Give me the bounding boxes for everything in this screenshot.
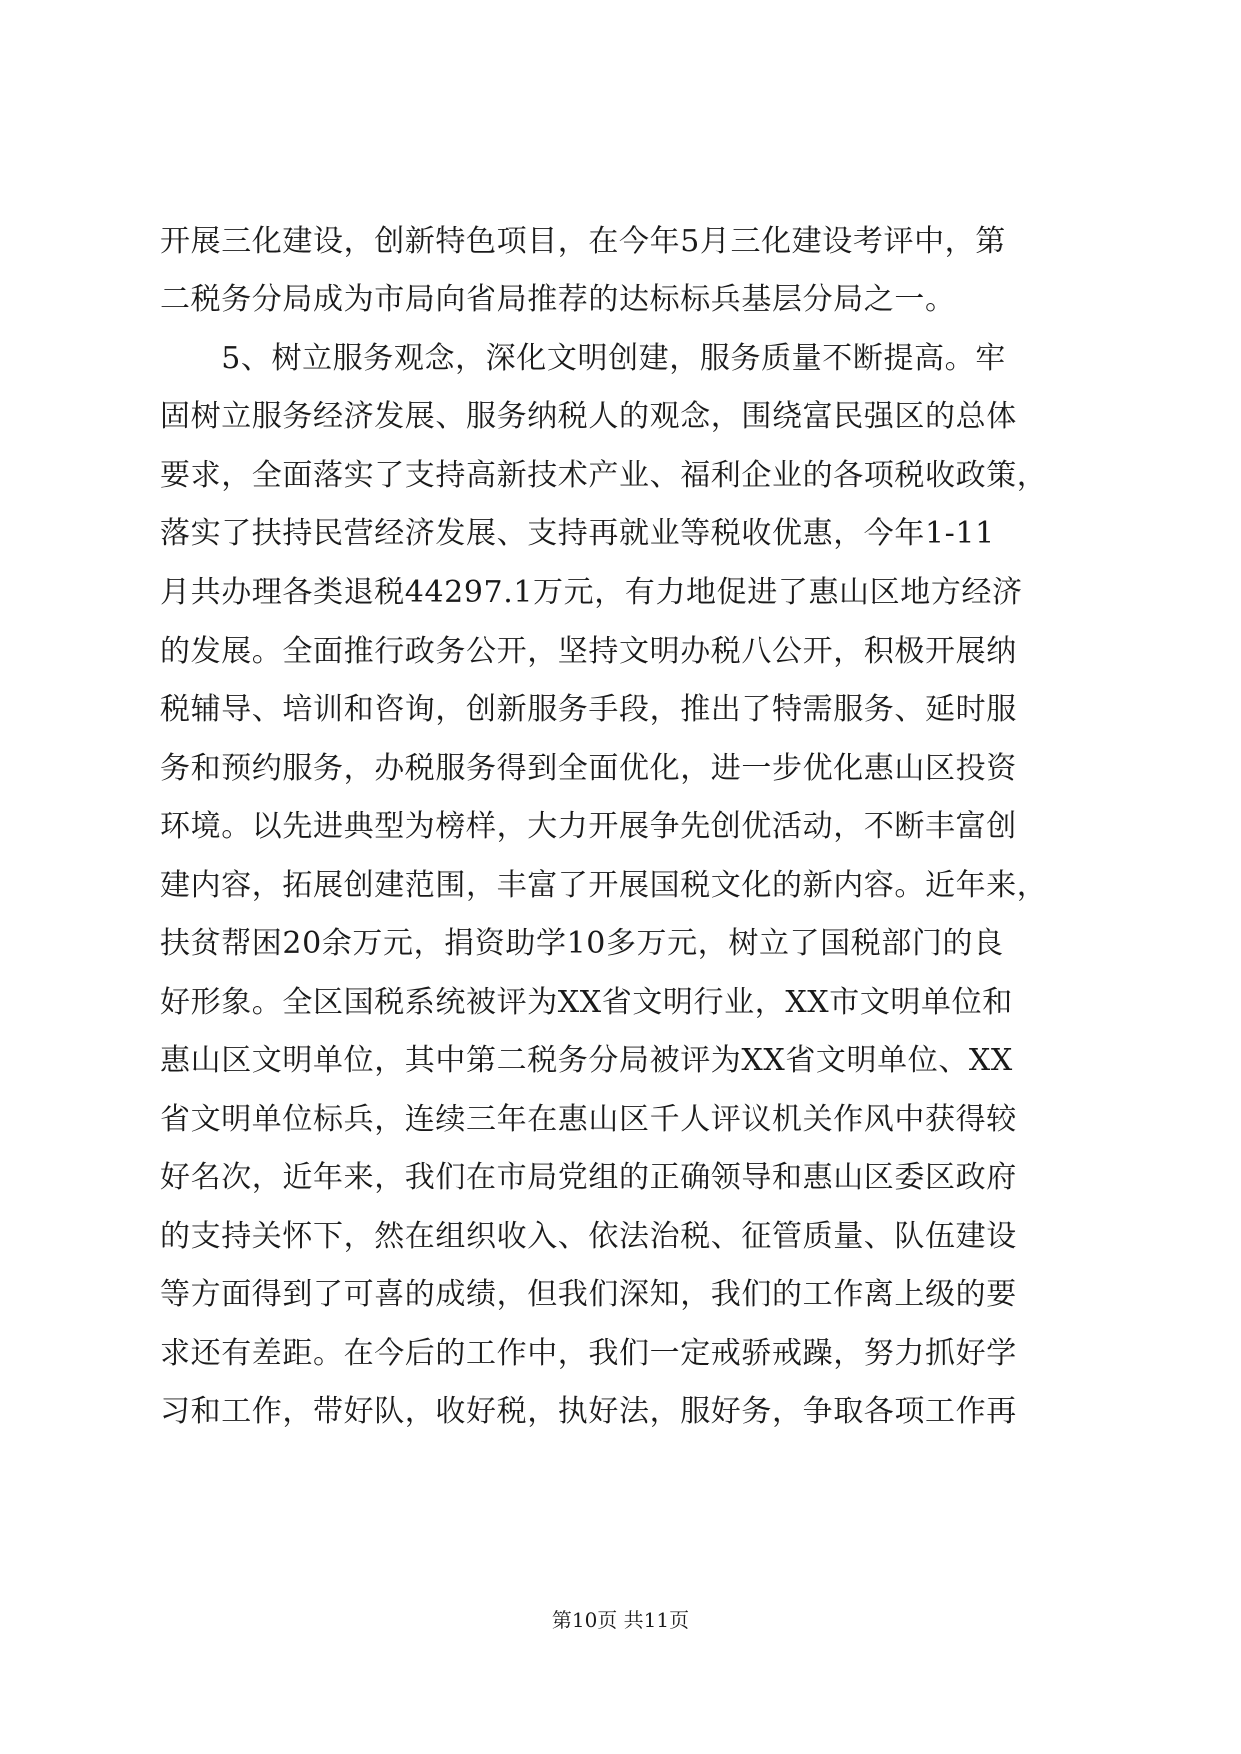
- text-line: 环境。以先进典型为榜样，大力开展争先创优活动，不断丰富创: [160, 809, 1017, 844]
- text-line: 月共办理各类退税44297.1万元，有力地促进了惠山区地方经济: [160, 575, 1023, 610]
- text-line: 等方面得到了可喜的成绩，但我们深知，我们的工作离上级的要: [160, 1277, 1017, 1312]
- page-number-footer: 第10页 共11页: [551, 1608, 690, 1632]
- text-line: 惠山区文明单位，其中第二税务分局被评为XX省文明单位、XX: [160, 1043, 1013, 1078]
- text-line: 要求，全面落实了支持高新技术产业、福利企业的各项税收政策，: [160, 458, 1048, 493]
- text-line: 好形象。全区国税系统被评为XX省文明行业，XX市文明单位和: [160, 985, 1013, 1020]
- text-line: 5、树立服务观念，深化文明创建，服务质量不断提高。牢: [160, 341, 1006, 376]
- text-line: 的支持关怀下，然在组织收入、依法治税、征管质量、队伍建设: [160, 1219, 1017, 1254]
- text-line: 建内容，拓展创建范围，丰富了开展国税文化的新内容。近年来，: [160, 868, 1048, 903]
- text-line: 二税务分局成为市局向省局推荐的达标标兵基层分局之一。: [160, 282, 956, 317]
- text-line: 务和预约服务，办税服务得到全面优化，进一步优化惠山区投资: [160, 751, 1017, 786]
- text-line: 开展三化建设，创新特色项目，在今年5月三化建设考评中，第: [160, 224, 1006, 259]
- text-line: 税辅导、培训和咨询，创新服务手段，推出了特需服务、延时服: [160, 692, 1017, 727]
- text-line: 扶贫帮困20余万元，捐资助学10多万元，树立了国税部门的良: [160, 926, 1004, 961]
- text-line: 求还有差距。在今后的工作中，我们一定戒骄戒躁，努力抓好学: [160, 1336, 1017, 1371]
- text-line: 固树立服务经济发展、服务纳税人的观念，围绕富民强区的总体: [160, 399, 1017, 434]
- text-line: 落实了扶持民营经济发展、支持再就业等税收优惠，今年1-11: [160, 516, 995, 551]
- text-line: 的发展。全面推行政务公开，坚持文明办税八公开，积极开展纳: [160, 634, 1017, 669]
- text-line: 省文明单位标兵，连续三年在惠山区千人评议机关作风中获得较: [160, 1102, 1017, 1137]
- text-line: 习和工作，带好队，收好税，执好法，服好务，争取各项工作再: [160, 1394, 1017, 1429]
- text-line: 好名次，近年来，我们在市局党组的正确领导和惠山区委区政府: [160, 1160, 1017, 1195]
